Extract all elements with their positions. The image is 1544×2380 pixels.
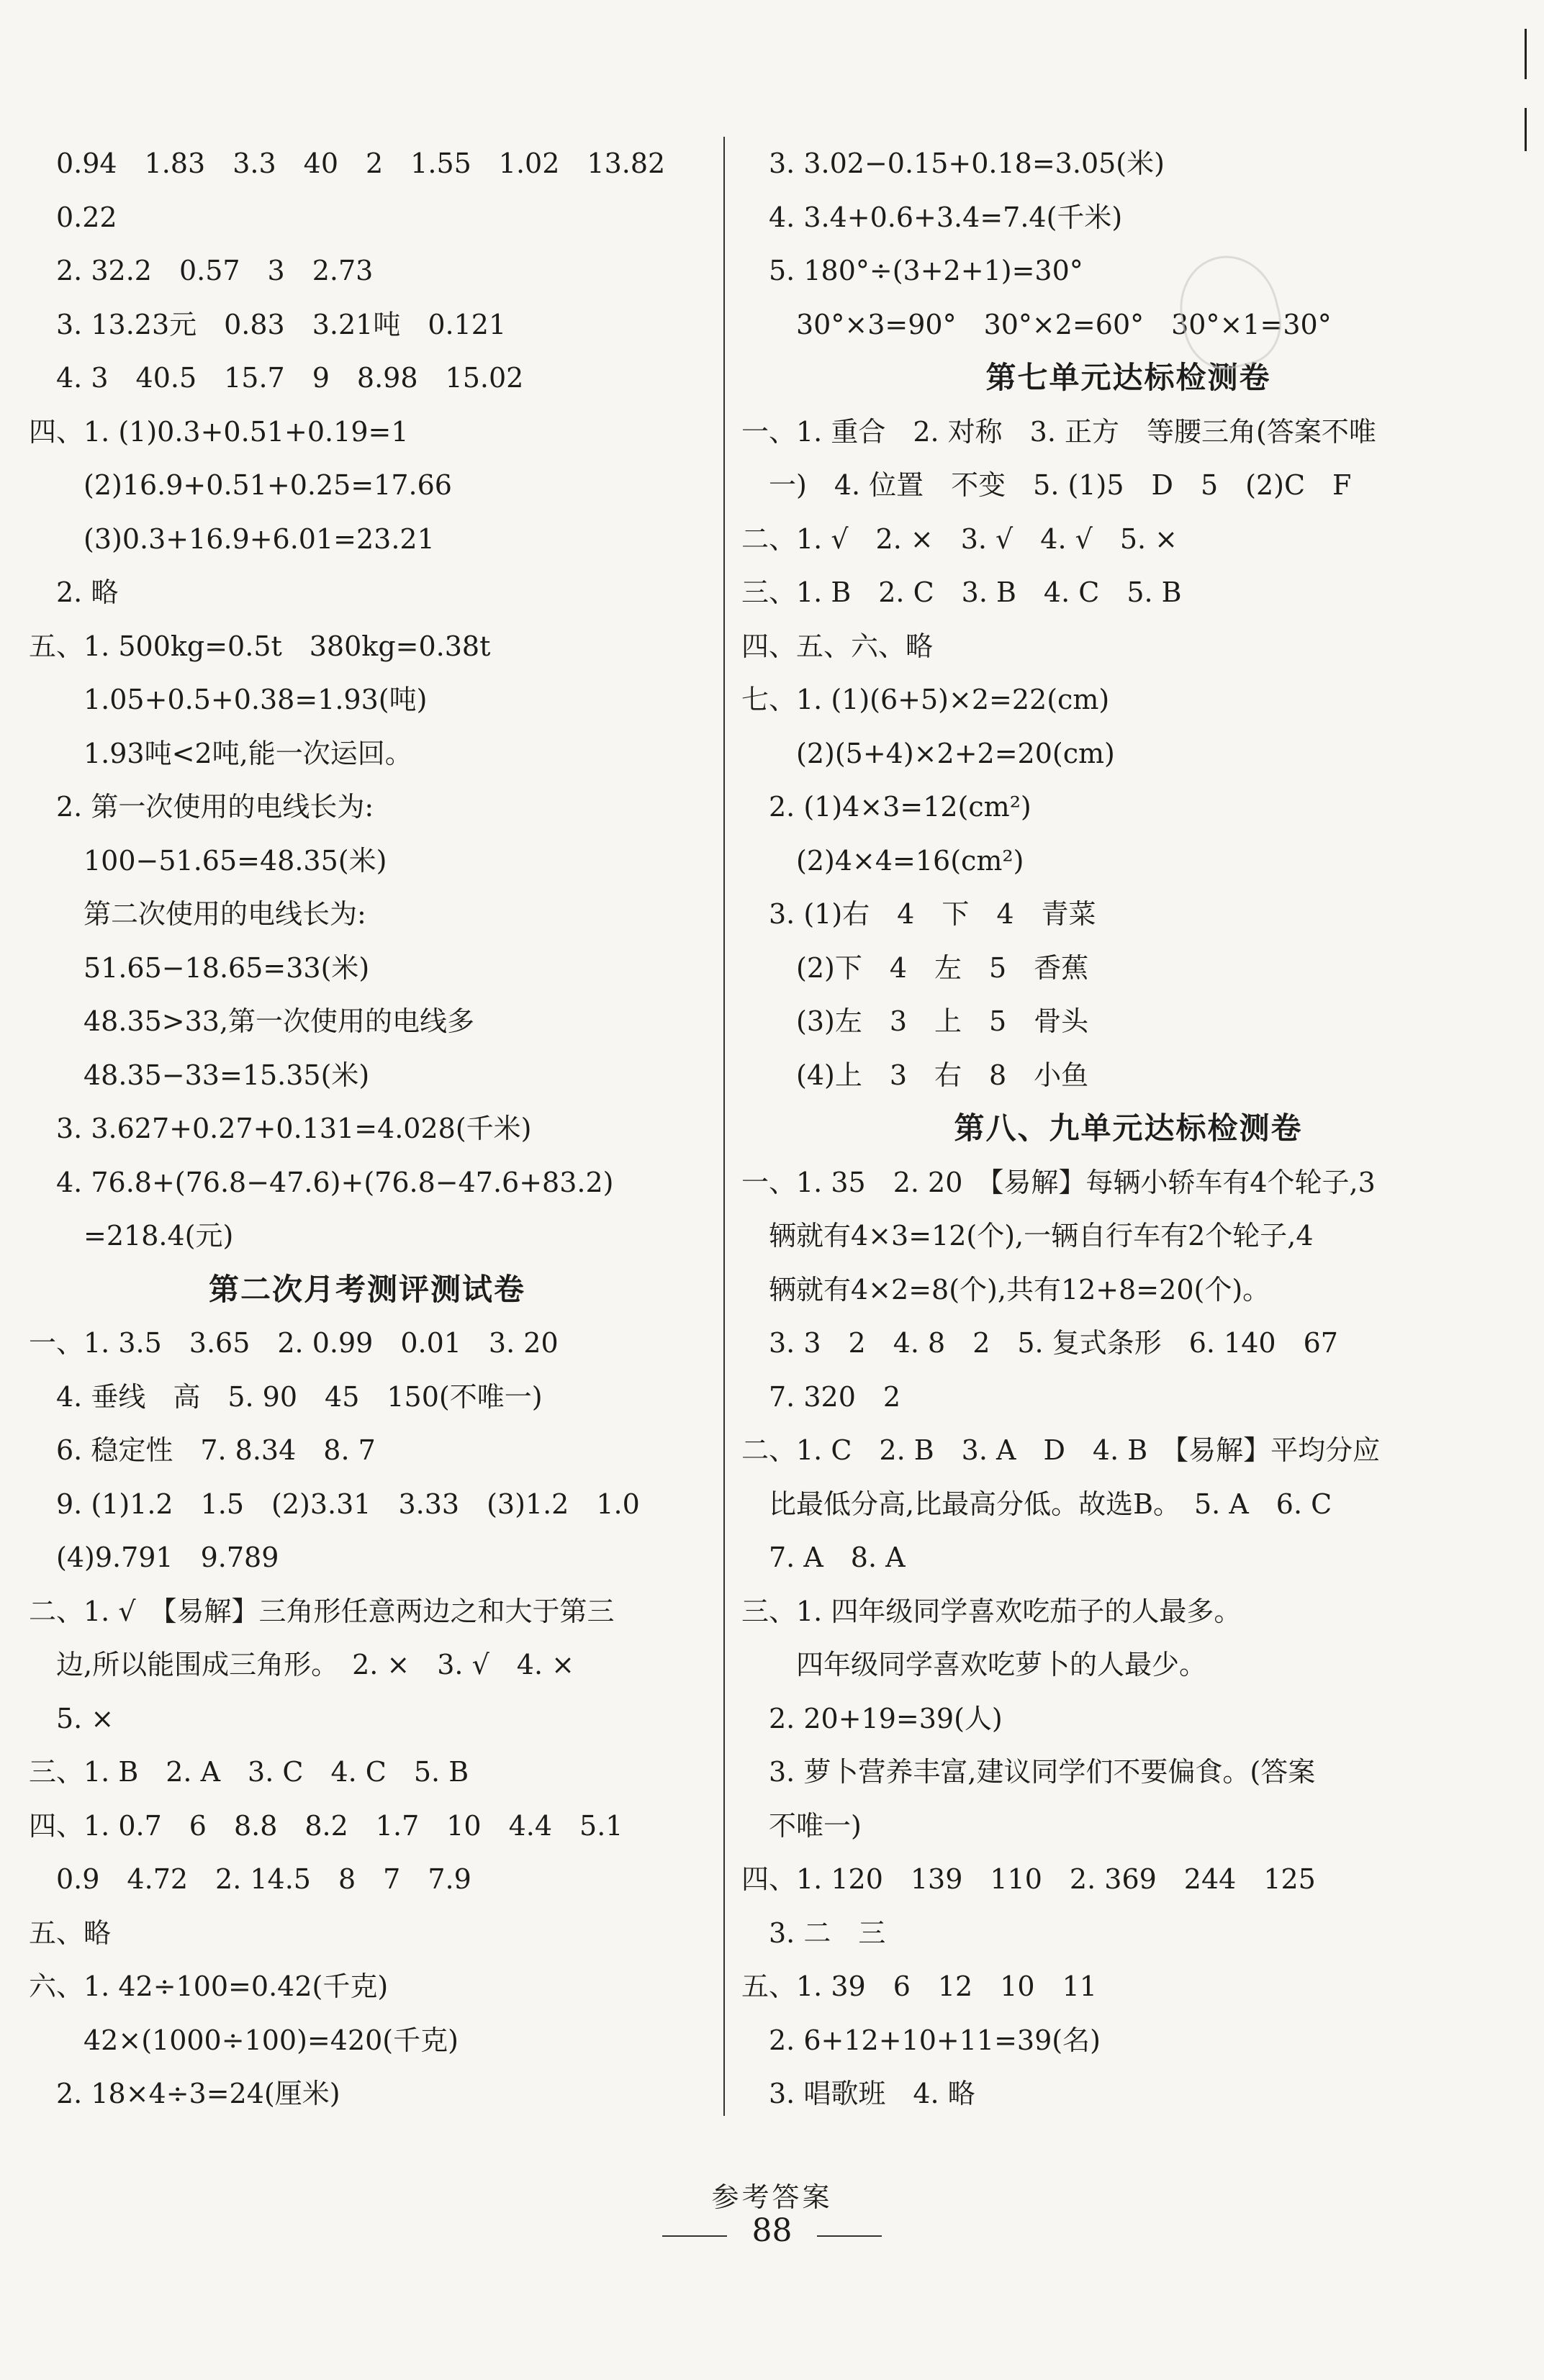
text-line: (3)0.3+16.9+6.01=23.21	[29, 522, 435, 555]
text-line: 二、1. C 2. B 3. A D 4. B 【易解】平均分应	[741, 1434, 1381, 1466]
text-line: 一) 4. 位置 不变 5. (1)5 D 5 (2)C F	[741, 469, 1352, 501]
text-line: 7. A 8. A	[741, 1542, 906, 1573]
text-line: 3. 3.02−0.15+0.18=3.05(米)	[741, 148, 1165, 179]
footer-rule-right	[817, 2235, 882, 2237]
text-line: 42×(1000÷100)=420(千克)	[29, 2024, 459, 2056]
text-line: 30°×3=90° 30°×2=60° 30°×1=30°	[741, 308, 1332, 340]
text-line: =218.4(元)	[29, 1220, 234, 1252]
text-line: 四年级同学喜欢吃萝卜的人最少。	[741, 1649, 1207, 1680]
text-line: 2. 18×4÷3=24(厘米)	[29, 2078, 340, 2109]
text-line: 4. 3.4+0.6+3.4=7.4(千米)	[741, 201, 1123, 233]
text-line: 三、1. 四年级同学喜欢吃茄子的人最多。	[741, 1595, 1242, 1627]
text-line: 4. 垂线 高 5. 90 45 150(不唯一)	[29, 1380, 543, 1413]
section-title: 第八、九单元达标检测卷	[954, 1110, 1303, 1146]
text-line: 四、1. (1)0.3+0.51+0.19=1	[29, 415, 409, 448]
text-line: 不唯一)	[741, 1809, 862, 1842]
column-divider	[723, 137, 725, 2116]
text-line: 0.94 1.83 3.3 40 2 1.55 1.02 13.82	[29, 148, 666, 179]
text-line: 六、1. 42÷100=0.42(千克)	[29, 1970, 389, 2002]
text-line: 6. 稳定性 7. 8.34 8. 7	[29, 1434, 376, 1466]
text-line: 一、1. 35 2. 20 【易解】每辆小轿车有4个轮子,3	[741, 1166, 1376, 1198]
text-line: (2)4×4=16(cm²)	[741, 844, 1024, 877]
text-line: (2)(5+4)×2+2=20(cm)	[741, 737, 1115, 769]
text-line: 2. 6+12+10+11=39(名)	[741, 2024, 1101, 2056]
text-line: 五、略	[29, 1917, 112, 1949]
section-title: 第二次月考测评测试卷	[208, 1271, 525, 1307]
text-line: 四、五、六、略	[741, 630, 934, 662]
text-line: 3. 3 2 4. 8 2 5. 复式条形 6. 140 67	[741, 1327, 1338, 1359]
text-line: 第二次使用的电线长为:	[29, 898, 366, 930]
text-line: 二、1. √ 2. × 3. √ 4. √ 5. ×	[741, 522, 1178, 555]
text-line: 3. (1)右 4 下 4 青菜	[741, 898, 1096, 930]
text-line: 2. (1)4×3=12(cm²)	[741, 791, 1031, 823]
text-line: 5. 180°÷(3+2+1)=30°	[741, 255, 1083, 286]
text-line: 比最低分高,比最高分低。故选B。 5. A 6. C	[741, 1488, 1332, 1520]
text-line: 48.35>33,第一次使用的电线多	[29, 1005, 475, 1037]
text-line: 1.93吨<2吨,能一次运回。	[29, 737, 412, 769]
left-column	[29, 137, 705, 2121]
page-edge-mark	[1525, 108, 1527, 151]
text-line: 3. 13.23元 0.83 3.21吨 0.121	[29, 308, 507, 340]
text-line: 辆就有4×3=12(个),一辆自行车有2个轮子,4	[741, 1220, 1314, 1252]
text-line: 48.35−33=15.35(米)	[29, 1059, 370, 1091]
text-line: 2. 20+19=39(人)	[741, 1702, 1003, 1734]
text-line: 边,所以能围成三角形。 2. × 3. √ 4. ×	[29, 1649, 574, 1680]
text-line: (4)9.791 9.789	[29, 1542, 279, 1573]
text-line: 100−51.65=48.35(米)	[29, 844, 387, 877]
text-line: (2)下 4 左 5 香蕉	[741, 951, 1089, 984]
text-line: 三、1. B 2. C 3. B 4. C 5. B	[741, 576, 1182, 608]
text-line: 辆就有4×2=8(个),共有12+8=20(个)。	[741, 1273, 1270, 1306]
text-line: 4. 76.8+(76.8−47.6)+(76.8−47.6+83.2)	[29, 1166, 614, 1198]
section-title: 第七单元达标检测卷	[985, 360, 1271, 395]
text-line: 五、1. 39 6 12 10 11	[741, 1970, 1097, 2002]
text-line: 0.9 4.72 2. 14.5 8 7 7.9	[29, 1863, 471, 1895]
text-line: 四、1. 0.7 6 8.8 8.2 1.7 10 4.4 5.1	[29, 1809, 623, 1842]
text-line: 2. 略	[29, 576, 119, 608]
text-line: 7. 320 2	[741, 1380, 901, 1413]
text-line: 一、1. 3.5 3.65 2. 0.99 0.01 3. 20	[29, 1327, 559, 1359]
text-line: 3. 唱歌班 4. 略	[741, 2078, 975, 2109]
text-line: (4)上 3 右 8 小鱼	[741, 1059, 1089, 1091]
text-line: 2. 第一次使用的电线长为:	[29, 791, 374, 823]
text-line: 3. 二 三	[741, 1917, 886, 1949]
text-line: 三、1. B 2. A 3. C 4. C 5. B	[29, 1756, 469, 1788]
right-column	[741, 137, 1515, 2121]
text-line: 1.05+0.5+0.38=1.93(吨)	[29, 684, 428, 715]
text-line: 0.22	[29, 201, 117, 233]
text-line: (2)16.9+0.51+0.25=17.66	[29, 469, 452, 501]
text-line: 5. ×	[29, 1702, 114, 1734]
text-line: (3)左 3 上 5 骨头	[741, 1005, 1089, 1037]
text-line: 七、1. (1)(6+5)×2=22(cm)	[741, 684, 1110, 715]
page-number: 88	[751, 2212, 793, 2249]
text-line: 2. 32.2 0.57 3 2.73	[29, 255, 374, 286]
text-line: 51.65−18.65=33(米)	[29, 951, 370, 984]
text-line: 五、1. 500kg=0.5t 380kg=0.38t	[29, 630, 491, 662]
page-edge-mark	[1525, 29, 1527, 79]
footer-label: 参考答案	[711, 2181, 833, 2213]
text-line: 3. 萝卜营养丰富,建议同学们不要偏食。(答案	[741, 1756, 1316, 1788]
text-line: 9. (1)1.2 1.5 (2)3.31 3.33 (3)1.2 1.0	[29, 1488, 640, 1520]
text-line: 4. 3 40.5 15.7 9 8.98 15.02	[29, 362, 524, 394]
text-line: 一、1. 重合 2. 对称 3. 正方 等腰三角(答案不唯	[741, 415, 1376, 448]
text-line: 二、1. √ 【易解】三角形任意两边之和大于第三	[29, 1595, 615, 1627]
text-line: 四、1. 120 139 110 2. 369 244 125	[741, 1863, 1316, 1895]
text-line: 3. 3.627+0.27+0.131=4.028(千米)	[29, 1113, 532, 1144]
